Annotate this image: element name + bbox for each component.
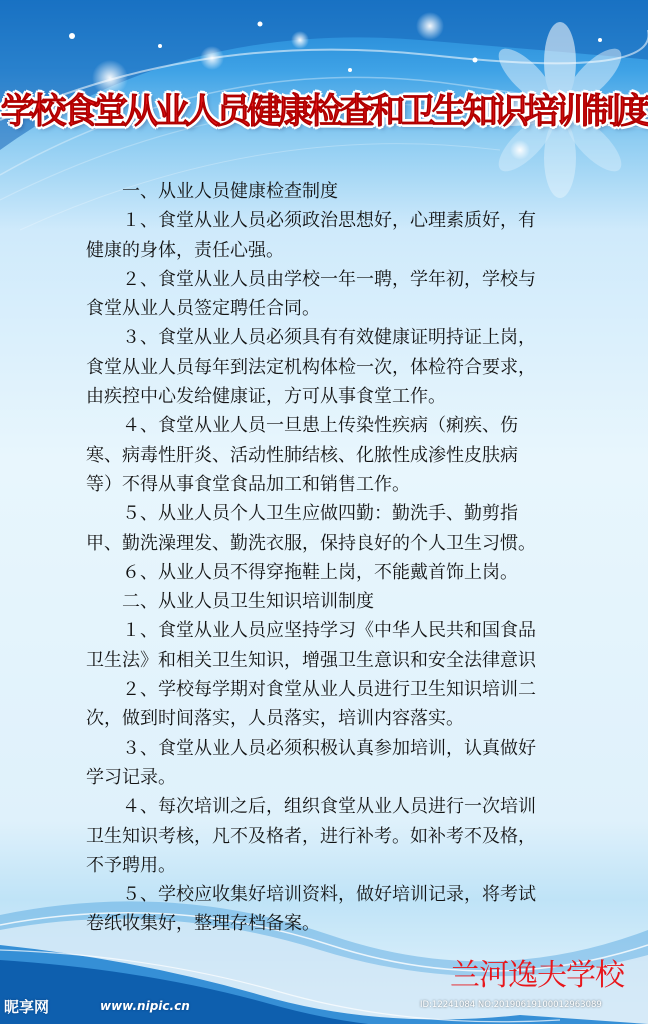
- text-line: 卷纸收集好，整理存档备案。: [86, 913, 320, 935]
- text-line: ５、从业人员个人卫生应做四勤：勤洗手、勤剪指: [86, 503, 518, 525]
- text-line: 一、从业人员健康检查制度: [86, 181, 338, 202]
- text-line: １、食堂从业人员必须政治思想好，心理素质好，有: [86, 210, 536, 232]
- poster-title: 学校食堂从业人员健康检查和卫生知识培训制度: [0, 92, 648, 132]
- text-line: ６、从业人员不得穿拖鞋上岗，不能戴首饰上岗。: [86, 561, 518, 583]
- text-line: ２、学校每学期对食堂从业人员进行卫生知识培训二: [86, 679, 536, 701]
- watermark-id: ID:12241084 NO:20190619100012963089: [420, 1000, 602, 1010]
- text-line: ３、食堂从业人员必须积极认真参加培训，认真做好: [86, 737, 536, 759]
- text-line: 卫生法》和相关卫生知识，增强卫生意识和安全法律意识: [86, 649, 536, 671]
- watermark-url: www.nipic.cn: [100, 999, 190, 1013]
- text-line: 食堂从业人员签定聘任合同。: [86, 298, 320, 320]
- text-line: ４、每次培训之后，组织食堂从业人员进行一次培训: [86, 796, 536, 818]
- text-line: １、食堂从业人员应坚持学习《中华人民共和国食品: [86, 620, 536, 642]
- text-line: 食堂从业人员每年到法定机构体检一次，体检符合要求，: [86, 356, 536, 378]
- text-line: 寒、病毒性肝炎、活动性肺结核、化脓性成渗性皮肤病: [86, 444, 518, 466]
- text-line: ４、食堂从业人员一旦患上传染性疾病（痢疾、伤: [86, 415, 518, 437]
- text-line: 次，做到时间落实，人员落实，培训内容落实。: [86, 708, 464, 730]
- text-line: ５、学校应收集好培训资料，做好培训记录，将考试: [86, 884, 536, 906]
- regulation-text: [86, 177, 606, 939]
- text-line: 二、从业人员卫生知识培训制度: [86, 591, 374, 613]
- text-line: 健康的身体，责任心强。: [86, 239, 284, 261]
- text-line: ２、食堂从业人员由学校一年一聘，学年初，学校与: [86, 268, 536, 290]
- text-line: 甲、勤洗澡理发、勤洗衣服，保持良好的个人卫生习惯。: [86, 532, 536, 554]
- watermark-logo: 昵享网: [4, 998, 50, 1016]
- text-line: 不予聘用。: [86, 854, 176, 876]
- text-line: 由疾控中心发给健康证，方可从事食堂工作。: [86, 386, 446, 408]
- text-line: 学习记录。: [86, 766, 176, 788]
- school-name: 兰河逸夫学校: [450, 958, 624, 993]
- text-line: 等）不得从事食堂食品加工和销售工作。: [86, 473, 410, 495]
- text-line: 卫生知识考核，凡不及格者，进行补考。如补考不及格，: [86, 825, 536, 847]
- text-line: ３、食堂从业人员必须具有有效健康证明持证上岗，: [86, 327, 536, 349]
